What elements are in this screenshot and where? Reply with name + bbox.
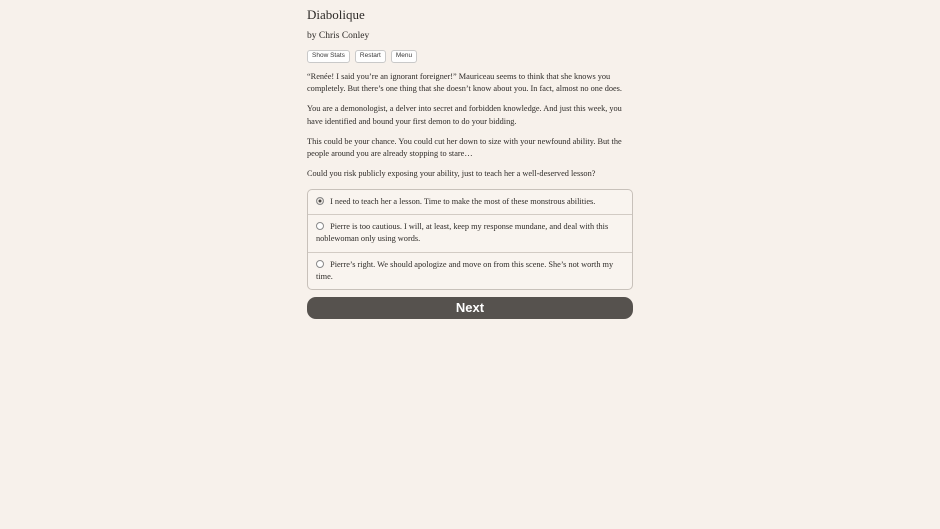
story-paragraph: Could you risk publicly exposing your ability, just to teach her a well-deserved lesson? xyxy=(307,169,596,179)
story-paragraph: “Renée! I said you’re an ignorant foreigner!” Mauriceau seems to think that she knows you completely. But there’s one thing that she doesn’t know about you. In fact, almost no one does. xyxy=(307,71,622,93)
choice-radio-1[interactable] xyxy=(316,197,324,205)
story-paragraph: You are a demonologist, a delver into secret and forbidden knowledge. And just this week, you have identified and bound your first demon to do your bidding. xyxy=(307,104,622,126)
choice-option-3[interactable] xyxy=(308,252,632,290)
story-paragraph: This could be your chance. You could cut her down to size with your newfound ability. But the people around you are already stopping to stare… xyxy=(307,136,622,159)
choice-group xyxy=(307,189,633,290)
game-page xyxy=(307,0,633,319)
show-stats-button[interactable]: Show Stats xyxy=(307,50,350,62)
choice-radio-3[interactable] xyxy=(316,260,324,268)
restart-button[interactable]: Restart xyxy=(355,50,386,62)
choice-label-1: I need to teach her a lesson. Time to make the most of these monstrous abilities. xyxy=(330,196,596,206)
choice-option-1[interactable] xyxy=(308,190,632,214)
game-title: Diabolique xyxy=(307,7,365,22)
toolbar xyxy=(307,50,633,62)
choice-label-3: Pierre’s right. We should apologize and move on from this scene. She’s not worth my time. xyxy=(316,259,614,281)
menu-button[interactable]: Menu xyxy=(391,50,417,62)
choice-option-2[interactable] xyxy=(308,214,632,252)
next-button[interactable]: Next xyxy=(307,297,633,319)
choice-label-2: Pierre is too cautious. I will, at least, keep my response mundane, and deal with this noblewoman only using words. xyxy=(316,222,609,244)
choice-radio-2[interactable] xyxy=(316,222,324,230)
game-author: by Chris Conley xyxy=(307,31,370,42)
